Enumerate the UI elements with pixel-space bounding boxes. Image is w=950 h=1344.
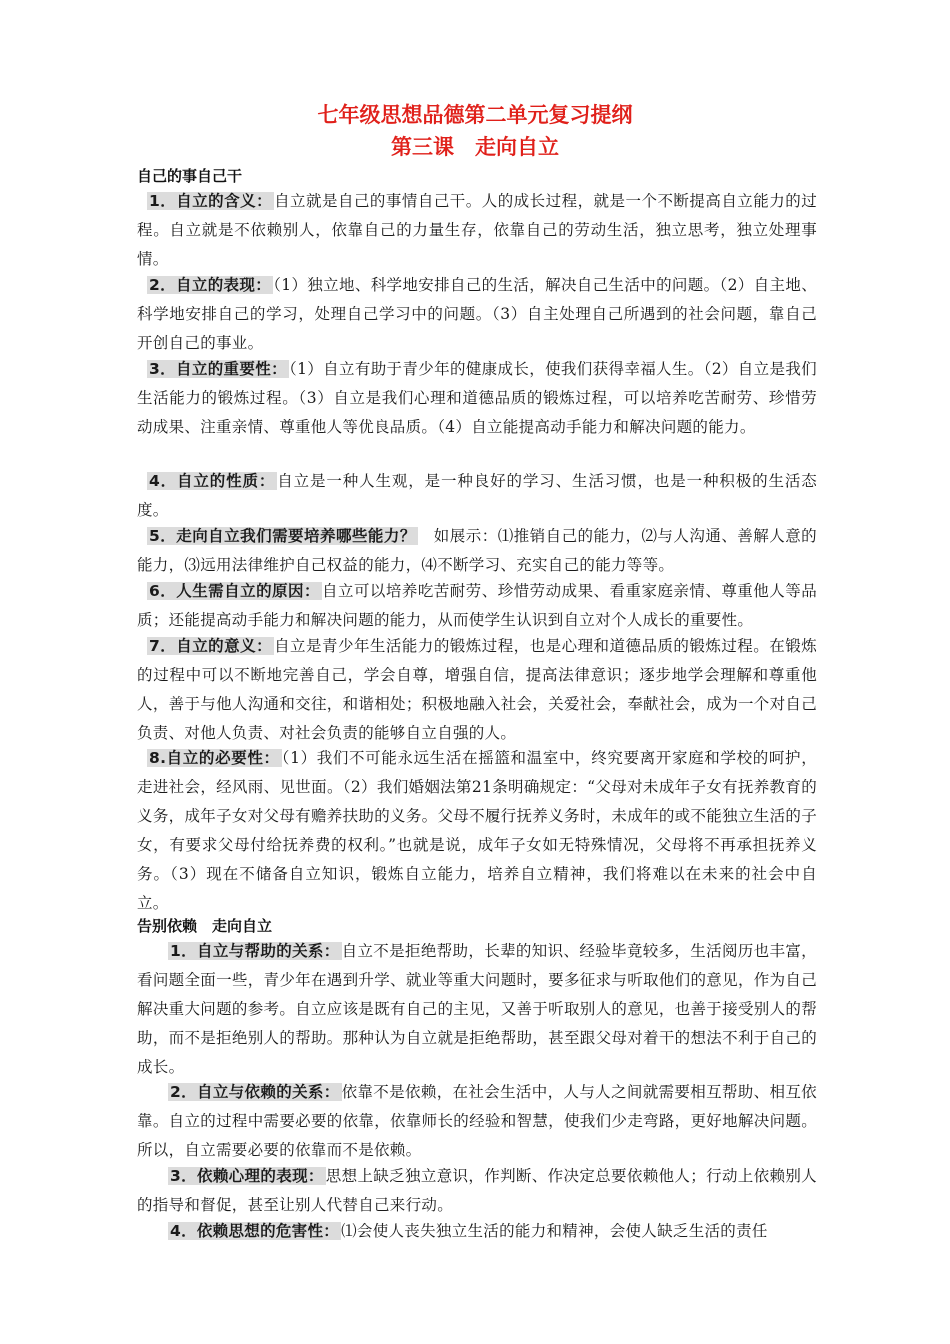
lesson-subtitle: 第三课 走向自立 (391, 135, 559, 159)
item-text: 依靠不是依赖，在社会生活中，人与人之间就需要相互帮助、相互依靠。自立的过程中需要必要的依靠，依靠师长的经验和智慧，使我们少走弯路，更好地解决问题。所以，自立需要必要的依靠而不是依赖。 (137, 1083, 817, 1159)
item-label: 4．自立的性质： (149, 472, 276, 490)
paragraph (137, 632, 817, 748)
item-text: （1）独立地、科学地安排自己的生活，解决自己生活中的问题。（2）自主地、科学地安排自己的学习，处理自己学习中的问题。（3）自主处理自己所遇到的社会问题，靠自己开创自己的事业。 (137, 276, 818, 352)
item-text: 自立可以培养吃苦耐劳、珍惜劳动成果、看重家庭亲情、尊重他人等品质；还能提高动手能力和解决问题的能力，从而使学生认识到自立对个人成长的重要性。 (137, 582, 817, 629)
section-heading: 告别依赖 走向自立 (137, 917, 273, 935)
item-label: 6．人生需自立的原因： (149, 582, 320, 600)
section-heading: 自己的事自己干 (137, 167, 243, 185)
item-label: 3．自立的重要性： (149, 360, 287, 378)
paragraph (137, 187, 817, 274)
paragraph (137, 467, 817, 525)
item-label: 3．依赖心理的表现： (170, 1167, 324, 1185)
paragraph (137, 1078, 817, 1165)
item-text: （1）我们不可能永远生活在摇篮和温室中，终究要离开家庭和学校的呵护，走进社会，经风雨、见世面。（2）我们婚姻法第21条明确规定：“父母对未成年子女有抚养教育的义务，成年子女对父母有赡养扶助的义务。父母不履行抚养义务时，未成年的或不能独立生活的子女，有要求父母付给抚养费的权利。”也就是说，成年子女如无特殊情况，父母将不再承担抚养义务。（3）现在不储备自立知识，锻炼自立能力，培养自立精神，我们将难以在未来的社会中自立。 (137, 749, 817, 912)
item-text: ⑴会使人丧失独立生活的能力和精神，会使人缺乏生活的责任 (341, 1222, 768, 1240)
paragraph (137, 577, 817, 635)
paragraph (137, 744, 817, 918)
paragraph (137, 355, 817, 442)
item-text: 思想上缺乏独立意识，作判断、作决定总要依赖他人；行动上依赖别人的指导和督促，甚至让别人代替自己来行动。 (137, 1167, 817, 1214)
document-title: 七年级思想品德第二单元复习提纲 (317, 103, 633, 127)
item-label: 4．依赖思想的危害性： (170, 1222, 340, 1240)
paragraph (137, 1217, 817, 1246)
item-label: 2．自立与依赖的关系： (170, 1083, 340, 1101)
item-text: （1）自立有助于青少年的健康成长，使我们获得幸福人生。（2）自立是我们生活能力的锻炼过程。（3）自立是我们心理和道德品质的锻炼过程，可以培养吃苦耐劳、珍惜劳动成果、注重亲情、尊重他人等优良品质。（4）自立能提高动手能力和解决问题的能力。 (137, 360, 817, 436)
paragraph (137, 522, 817, 580)
item-label: 1．自立与帮助的关系： (170, 942, 340, 960)
item-label: 7．自立的意义： (149, 637, 273, 655)
item-label: 5．走向自立我们需要培养哪些能力？ (149, 527, 416, 545)
item-text: 如展示：⑴推销自己的能力，⑵与人沟通、善解人意的能力，⑶远用法律维护自己权益的能力，⑷不断学习、充实自己的能力等等。 (137, 527, 817, 574)
item-label: 2．自立的表现： (149, 276, 272, 294)
paragraph (137, 937, 817, 1082)
item-label: 1．自立的含义： (149, 192, 273, 210)
paragraph (137, 1162, 817, 1220)
item-text: 自立不是拒绝帮助，长辈的知识、经验毕竟较多，生活阅历也丰富，看问题全面一些，青少年在遇到升学、就业等重大问题时，要多征求与听取他们的意见，作为自己解决重大问题的参考。自立应该是既有自己的主见，又善于听取别人的意见，也善于接受别人的帮助，而不是拒绝别人的帮助。那种认为自立就是拒绝帮助，甚至跟父母对着干的想法不利于自己的成长。 (137, 942, 817, 1076)
item-label: 8.自立的必要性： (149, 749, 280, 767)
item-text: 自立就是自己的事情自己干。人的成长过程，就是一个不断提高自立能力的过程。自立就是不依赖别人，依靠自己的力量生存，依靠自己的劳动生活，独立思考，独立处理事情。 (137, 192, 818, 268)
item-text: 自立是青少年生活能力的锻炼过程，也是心理和道德品质的锻炼过程。在锻炼的过程中可以不断地完善自己，学会自尊，增强自信，提高法律意识；逐步地学会理解和尊重他人，善于与他人沟通和交往，和谐相处；积极地融入社会，关爱社会，奉献社会，成为一个对自己负责、对他人负责、对社会负责的能够自立自强的人。 (137, 637, 818, 742)
paragraph (137, 271, 817, 358)
item-text: 自立是一种人生观，是一种良好的学习、生活习惯，也是一种积极的生活态度。 (137, 472, 818, 519)
